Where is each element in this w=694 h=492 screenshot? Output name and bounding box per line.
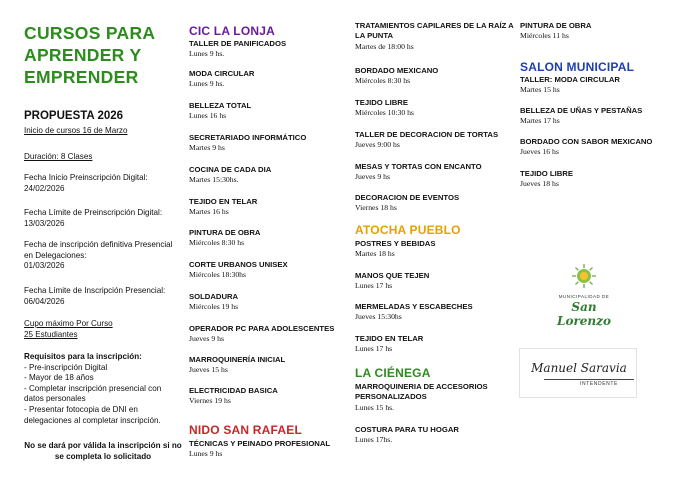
course-name: BELLEZA TOTAL [189, 101, 252, 110]
course-item [355, 239, 520, 259]
course-name: BELLEZA DE UÑAS Y PESTAÑAS [520, 106, 643, 115]
course-name: CORTE URBANOS UNISEX [189, 260, 288, 269]
course-item [355, 66, 520, 86]
course-time: Martes 15 hs [520, 85, 560, 95]
fecha-item: Fecha Inicio Preinscripción Digital: 24/02/2026 [24, 173, 148, 193]
course-name: MARROQUINERÍA INICIAL [189, 355, 286, 364]
course-name: COSTURA PARA TU HOGAR [355, 425, 459, 434]
course-time: Jueves 9:00 hs [355, 140, 400, 150]
nota-text: No se dará por válida la inscripción si no se completa lo solicitado [24, 441, 182, 461]
course-name: SECRETARIADO INFORMÁTICO [189, 133, 307, 142]
course-item [189, 101, 354, 121]
course-item [355, 130, 520, 150]
course-item [520, 169, 685, 189]
course-time: Viernes 18 hs [355, 203, 397, 213]
course-time: Lunes 9 hs. [189, 49, 225, 59]
section-title-salon: SALON MUNICIPAL [520, 60, 635, 74]
main-title: CURSOS PARA APRENDER Y EMPRENDER [24, 23, 156, 87]
course-item [355, 425, 520, 445]
course-item [355, 334, 520, 354]
fecha-item: Fecha Límite de Inscripción Presencial: 06/04/2026 [24, 286, 166, 306]
course-item [355, 193, 520, 213]
course-item [189, 39, 354, 59]
course-time: Jueves 18 hs [520, 179, 559, 189]
propuesta-heading: PROPUESTA 2026 [24, 110, 124, 122]
course-item [189, 69, 354, 89]
course-time: Jueves 9 hs [189, 334, 225, 344]
course-time: Martes 15:30hs. [189, 175, 239, 185]
course-name: PINTURA DE OBRA [520, 21, 592, 30]
fecha-item: Fecha Límite de Preinscripción Digital: 13/03/2026 [24, 208, 163, 228]
course-item [355, 21, 515, 52]
course-name: TEJIDO LIBRE [355, 98, 408, 107]
course-item [189, 197, 354, 217]
course-item [189, 133, 354, 153]
course-name: ELECTRICIDAD BASICA [189, 386, 278, 395]
course-name: MODA CIRCULAR [189, 69, 255, 78]
course-name: COCINA DE CADA DIA [189, 165, 272, 174]
course-item [355, 271, 520, 291]
course-time: Lunes 17 hs [355, 344, 393, 354]
course-item [520, 75, 685, 95]
inicio-text: Inicio de cursos 16 de Marzo [24, 126, 128, 135]
course-name: MANOS QUE TEJEN [355, 271, 430, 280]
course-time: Jueves 9 hs [355, 172, 391, 182]
section-title-cienega: LA CIÉNEGA [355, 366, 431, 380]
course-item [520, 106, 685, 126]
course-item [189, 324, 354, 344]
course-name: TALLER DE PANIFICADOS [189, 39, 287, 48]
section-title-cic: CIC LA LONJA [189, 24, 275, 38]
course-time: Miércoles 18:30hs [189, 270, 247, 280]
course-name: TRATAMIENTOS CAPILARES DE LA RAÍZ A LA PUNTA [355, 21, 514, 41]
course-time: Miércoles 19 hs [189, 302, 239, 312]
course-name: MERMELADAS Y ESCABECHES [355, 302, 473, 311]
course-time: Miércoles 8:30 hs [355, 76, 411, 86]
course-name: MESAS Y TORTAS CON ENCANTO [355, 162, 482, 171]
section-title-atocha: ATOCHA PUEBLO [355, 223, 461, 237]
course-time: Lunes 16 hs [189, 111, 227, 121]
section-title-nido: NIDO SAN RAFAEL [189, 423, 303, 437]
course-item [355, 98, 520, 118]
course-name: DECORACION DE EVENTOS [355, 193, 460, 202]
course-time: Martes 18 hs [355, 249, 395, 259]
course-item [520, 21, 685, 41]
course-name: BORDADO CON SABOR MEXICANO [520, 137, 653, 146]
fecha-item: Fecha de inscripción definitiva Presencial en Delegaciones: 01/03/2026 [24, 240, 173, 271]
course-time: Lunes 9 hs. [189, 79, 225, 89]
course-time: Lunes 9 hs [189, 449, 223, 459]
course-time: Miércoles 11 hs [520, 31, 569, 41]
course-name: TEJIDO EN TELAR [355, 334, 424, 343]
course-time: Lunes 17hs. [355, 435, 393, 445]
course-item [189, 355, 354, 375]
course-item [355, 382, 505, 413]
course-name: TÉCNICAS Y PEINADO PROFESIONAL [189, 439, 331, 448]
cupo-block: Cupo máximo Por Curso 25 Estudiantes [24, 319, 113, 339]
course-time: Viernes 19 hs [189, 396, 231, 406]
course-name: MARROQUINERIA DE ACCESORIOS PERSONALIZADOS [355, 382, 488, 402]
municipalidad-logo: MUNICIPALIDAD DE San Lorenzo [548, 262, 628, 322]
course-name: TEJIDO EN TELAR [189, 197, 258, 206]
course-time: Jueves 16 hs [520, 147, 559, 157]
course-time: Jueves 15 hs [189, 365, 228, 375]
duracion-text: Duración: 8 Clases [24, 152, 93, 161]
course-name: PINTURA DE OBRA [189, 228, 261, 237]
course-name: POSTRES Y BEBIDAS [355, 239, 436, 248]
course-item [189, 292, 354, 312]
course-time: Jueves 15:30hs [355, 312, 402, 322]
course-item [189, 386, 354, 406]
course-name: TALLER DE DECORACION DE TORTAS [355, 130, 499, 139]
course-name: BORDADO MEXICANO [355, 66, 439, 75]
requisitos-block: Requisitos para la inscripción: - Pre-inscripción Digital - Mayor de 18 años - Completar inscripción presencial con datos personales - Presentar fotocopia de DNI en delegaciones al completar inscripción. [24, 352, 162, 425]
course-time: Martes 9 hs [189, 143, 225, 153]
course-name: TALLER: MODA CIRCULAR [520, 75, 620, 84]
course-time: Martes de 18:00 hs [355, 41, 414, 51]
course-item [520, 137, 685, 157]
course-time: Lunes 17 hs [355, 281, 393, 291]
course-name: TEJIDO LIBRE [520, 169, 573, 178]
course-item [355, 302, 520, 322]
course-time: Miércoles 10:30 hs [355, 108, 414, 118]
course-item [189, 439, 354, 459]
course-name: SOLDADURA [189, 292, 239, 301]
course-item [189, 260, 354, 280]
intendente-logo: Manuel Saravia INTENDENTE [520, 349, 636, 397]
course-time: Martes 16 hs [189, 207, 229, 217]
course-name: OPERADOR PC PARA ADOLESCENTES [189, 324, 335, 333]
course-time: Lunes 15 hs. [355, 402, 395, 412]
course-item [189, 165, 354, 185]
course-time: Miércoles 8:30 hs [189, 238, 245, 248]
course-time: Martes 17 hs [520, 116, 560, 126]
course-item [189, 228, 354, 248]
course-item [355, 162, 520, 182]
